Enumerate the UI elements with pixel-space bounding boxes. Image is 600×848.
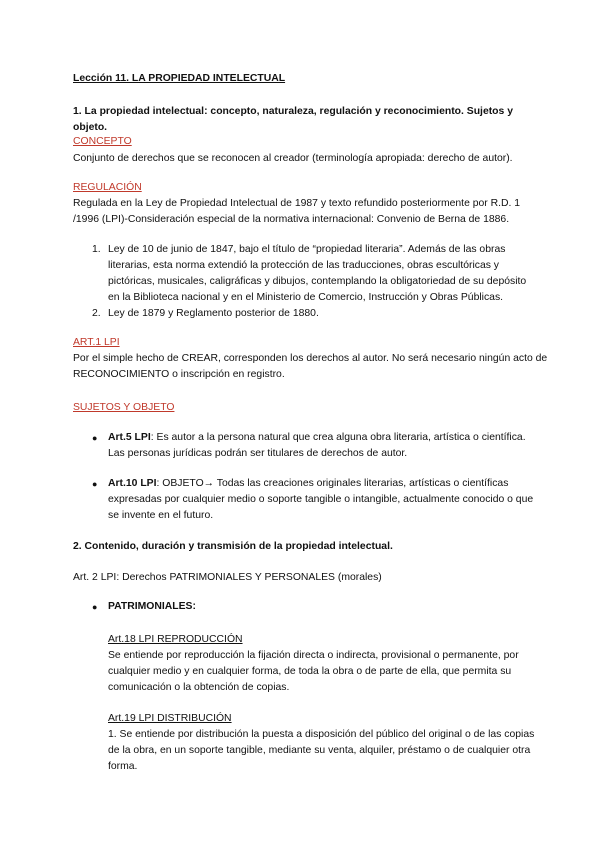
art19-line: de la obra, en un soporte tangible, mediante su venta, alquiler, préstamo o de cualquier otra <box>108 745 531 756</box>
section-2-heading: 2. Contenido, duración y transmisión de la propiedad intelectual. <box>73 541 393 552</box>
art18-label: Art.18 LPI REPRODUCCIÓN <box>108 634 243 645</box>
art19-line: forma. <box>108 761 138 772</box>
regulacion-line: Regulada en la Ley de Propiedad Intelectual de 1987 y texto refundido posteriormente por R.D. 1 <box>73 198 521 209</box>
bullet-line <box>108 430 528 446</box>
concepto-label: CONCEPTO <box>73 136 132 147</box>
bullet-bold: Art.5 LPI <box>108 432 151 443</box>
art1-line: RECONOCIMIENTO o inscripción en registro. <box>73 369 285 380</box>
art19-line: 1. Se entiende por distribución la puesta a disposición del público del original o de las copias <box>108 729 535 740</box>
list-item-line: Ley de 10 de junio de 1847, bajo el título de “propiedad literaria”. Además de las obras <box>108 244 506 255</box>
regulacion-label: REGULACIÓN <box>73 182 142 193</box>
art2-line: Art. 2 LPI: Derechos PATRIMONIALES Y PERSONALES (morales) <box>73 572 382 583</box>
list-number: 1. <box>92 244 101 255</box>
section-1-heading: 1. La propiedad intelectual: concepto, naturaleza, regulación y reconocimiento. Sujetos y objeto. <box>73 106 513 133</box>
bullet-icon: ● <box>92 433 98 443</box>
bullet-line <box>108 476 528 492</box>
bullet-text: : Es autor a la persona natural que crea alguna obra literaria, artística o científica. <box>150 432 526 443</box>
art18-line: Se entiende por reproducción la fijación directa o indirecta, provisional o permanente, por <box>108 650 519 661</box>
bullet-icon: ● <box>92 479 98 489</box>
art19-label: Art.19 LPI DISTRIBUCIÓN <box>108 713 232 724</box>
art18-line: comunicación o la obtención de copias. <box>108 682 290 693</box>
list-item-line: literarias, esta norma extendió la protección de las traducciones, obras escultóricas y <box>108 260 499 271</box>
bullet-line: Las personas jurídicas podrán ser titulares de derechos de autor. <box>108 448 408 459</box>
list-number: 2. <box>92 308 101 319</box>
bullet-text: : OBJETO→ Todas las creaciones originales literarias, artísticas o científicas <box>156 478 509 489</box>
bullet-line: se invente en el futuro. <box>108 510 214 521</box>
list-item-line: Ley de 1879 y Reglamento posterior de 1880. <box>108 308 319 319</box>
lesson-title: Lección 11. LA PROPIEDAD INTELECTUAL <box>73 73 286 84</box>
list-item-line: en la Biblioteca nacional y en el Ministerio de Comercio, Instrucción y Obras Públicas. <box>108 292 504 303</box>
art18-line: cualquier medio y en cualquier forma, de toda la obra o de parte de ella, que permita su <box>108 666 512 677</box>
art1-label: ART.1 LPI <box>73 337 120 348</box>
patrimoniales-label: PATRIMONIALES: <box>108 601 196 612</box>
list-item-line: pictóricas, musicales, caligráficas y dibujos, contemplando la obligatoriedad de su depósito <box>108 276 527 287</box>
art1-line: Por el simple hecho de CREAR, corresponden los derechos al autor. No será necesario ningún acto de <box>73 353 548 364</box>
bullet-icon: ● <box>92 602 98 612</box>
regulacion-line: /1996 (LPI)-Consideración especial de la normativa internacional: Convenio de Berna de 1886. <box>73 214 510 225</box>
sujetos-label: SUJETOS Y OBJETO <box>73 402 175 413</box>
concepto-text: Conjunto de derechos que se reconocen al creador (terminología apropiada: derecho de autor). <box>73 153 513 164</box>
bullet-line: expresadas por cualquier medio o soporte tangible o intangible, actualmente conocido o que <box>108 494 534 505</box>
bullet-bold: Art.10 LPI <box>108 478 157 489</box>
